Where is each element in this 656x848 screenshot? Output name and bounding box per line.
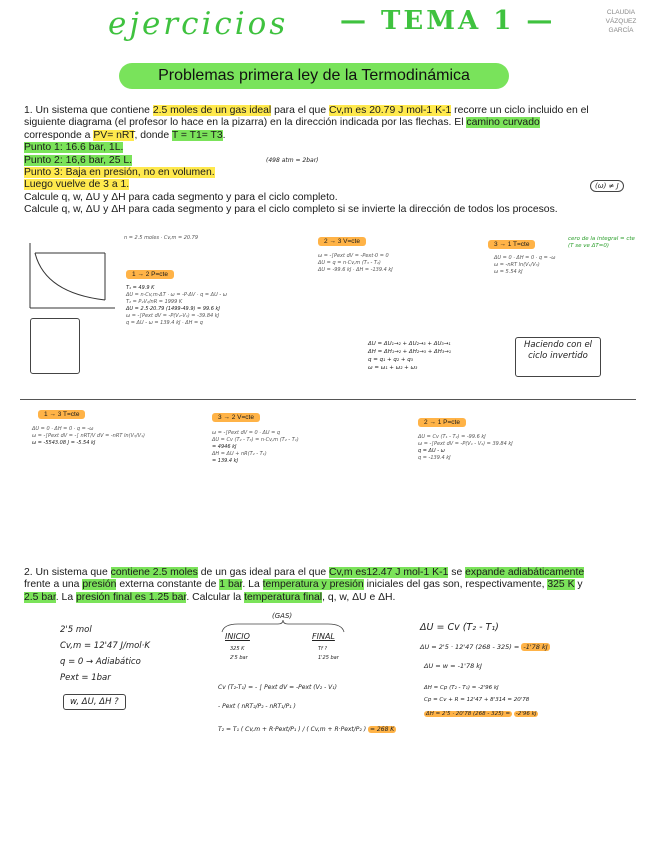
p1-point4 [24,179,634,191]
inicio-t: 325 K [230,646,245,652]
gas-brace-path [222,620,344,632]
p2-c1: 2.5 bar [24,591,56,603]
work-23: ω = -∫Pext dV = -Pext·0 = 0 ΔU = q = n·Cv,m (T₃ - T₂) ΔU = -99.6 kJ · ΔH = -139.4 kJ [318,253,393,273]
handwritten-topic: — TEMA 1 — [340,6,556,36]
du12-line: ΔU = 2.5·20.79 (1499-49.9) = 99.6 kJ [126,306,220,312]
given2 [60,622,150,686]
pv-diagram [10,238,120,318]
segment-31-note: cero de la integral = cte (T se ve ΔT=0) [568,236,635,249]
segment-31-label: 3 → 1 T=cte [488,240,535,249]
p2-b6: temperatura y presión [262,579,364,591]
given2-cv: Cv,m = 12'47 J/mol·K [60,641,150,651]
author-last2: GARCÍA [608,27,634,34]
p2-c3: presión final es 1.25 bar [76,591,187,603]
p1-p2: Punto 2: 16,6 bar, 25 L. [24,154,133,166]
p1-p1: Punto 1: 16.6 bar, 1L. [24,142,124,154]
p1-point1 [24,142,634,154]
p2-b5: . La [242,579,263,591]
du32-line: = 4946 kJ [212,444,237,450]
p2-b1: frente a una [24,579,83,591]
t1-line: T₁ = 49.9 K [126,285,155,291]
p1-l1a: 1. Un sistema que contiene [24,105,153,116]
cycle-dh: ΔH = ΔH₁→₂ + ΔH₂→₃ + ΔH₃→₁ [368,349,451,355]
gas-label: (GAS) [272,612,293,620]
p2-a1: 2. Un sistema que [24,567,111,578]
tf-derivation [218,678,418,739]
author-last1: VÁZQUEZ [605,18,637,25]
p1-l3e: . [222,129,226,141]
work-21: ΔU = Cv (T₁ - T₂) = -99.6 kJ ω = -∫Pext dV = -P(V₁ - V₂) = 39.84 kJ q = ΔU - ω q = -139.4 kJ [418,434,618,462]
p2-c5: temperatura final [244,591,323,603]
p2-b8: 325 K [547,579,575,591]
p2-a6: expande adiabáticamente [465,567,585,578]
p2-c4: . Calcular la [186,591,245,603]
p2-c2: . La [55,591,76,603]
given2-n: 2'5 mol [60,625,92,635]
p1-l3d: T = T1= T3 [171,129,223,141]
given-box [30,318,80,374]
work-31: ΔU = 0 · ΔH = 0 · q = -ω ω = -nRT ln(V₁/V₃) ω = 5.54 kJ [494,255,556,275]
p2-line3 [24,592,636,604]
p1-l2b: camino curvado [466,117,540,129]
dh-equation: ΔH = Cp (T₂ - T₁) = -2'96 kJ [424,685,499,691]
p1-p3: Punto 3: Baja en presión, no en volumen. [24,167,215,179]
p1-l1d: Cv,m es 20.79 J mol-1 K-1 [329,105,452,116]
tf-result: = 268 K [370,726,395,733]
given2-pext: Pext = 1bar [60,673,111,683]
inicio-label: INICIO [225,632,250,641]
work-12: T₁ = 49.9 K ΔU = n·Cv,m·ΔT · ω = -P·ΔV · q = ΔU - ω T₂ = P₂V₂/nR = 1999 K ΔU = 2.5·20.79 (1499-49.9) = 99.6 kJ ω = -∫Pext dV = -P(V₂-V₁) = -39.84 kJ q = ΔU - ω = 139.4 kJ · ΔH = q [126,285,301,327]
section-banner: Problemas primera ley de la Termodinámica [119,63,509,89]
final-label: FINAL [312,632,335,641]
p2-b4: 1 bar [219,579,243,591]
deriv-1: Cv (T₂-T₁) = - ∫ Pext dV = -Pext (V₂ - V₁) [218,684,337,691]
cycle-w: ω = ω₁ + ω₂ + ω₃ [368,365,418,371]
segment-13-label: 1 → 3 T=cte [38,410,85,419]
p1-line1 [24,105,634,117]
given2-q: q = 0 → Adiabático [60,657,141,667]
segment-23-label: 2 → 3 V=cte [318,237,366,246]
cp-equation: Cp = Cv + R = 12'47 + 8'314 = 20'78 [424,697,530,703]
author-first: CLAUDIA [606,9,636,16]
p1-l1c: para el que [271,105,330,116]
side-note: (498 atm = 2bar) [266,157,319,164]
p1-p4: Luego vuelve de 3 a 1. [24,179,130,191]
dh32-line: = 139.4 kJ [212,458,239,464]
du-value-row [420,643,550,651]
work-32: ω = -∫Pext dV = 0 · ΔU = q ΔU = Cv (T₂ - T₃) = n·Cv,m (T₂ - T₁) = 4946 kJ ΔH = ΔU + nR(T₂ - T₁) = 139.4 kJ [212,430,402,465]
p2-c6: , q, w, ΔU e ΔH. [322,591,396,603]
p2-b3: externa constante de [116,579,220,591]
p2-line1 [24,567,636,579]
w13-line: ω = -5543.08 J = -5.54 kJ [32,440,96,446]
segment-21-label: 2 → 1 P=cte [418,418,466,427]
given-values: n = 2.5 moles · Cv,m = 20.79 [124,235,199,241]
problem1-statement [24,105,634,217]
w-value: ΔU = w = -1'78 kJ [424,662,482,670]
pv-isotherm [35,253,105,300]
work-13: ΔU = 0 · ΔH = 0 · q = -ω ω = -∫Pext dV = -∫ nRT/V dV = -nRT ln(V₃/V₁) ω = -5543.08 J = -5.54 kJ [32,426,202,447]
segment-12-label: 1 → 2 P=cte [126,270,174,279]
deriv-2: - Pext ( nRT₂/P₂ - nRT₁/P₁ ) [218,703,296,710]
inicio-p: 2'5 bar [230,655,248,661]
p1-l2a: siguiente diagrama (el profesor lo hace en la pizarra) en la dirección indicada por las flechas. El [24,117,467,129]
cycle-q: q = q₁ + q₂ + q₃ [368,357,413,363]
du-value: ΔU = 2'5 · 12'47 (268 - 325) = [420,643,520,651]
p1-l1b: 2.5 moles de un gas ideal [152,105,272,116]
p2-a3: de un gas ideal para el que [197,567,330,578]
deriv-3: T₂ = T₁ ( Cv,m + R·Pext/P₁ ) / ( Cv,m + R·Pext/P₂ ) [218,726,367,733]
p1-point3 [24,167,634,179]
final-p: 1'25 bar [318,655,339,661]
problem2-statement [24,567,636,604]
dh-result: -2'96 kJ [515,711,537,717]
p1-line3 [24,130,634,142]
dh-value: ΔH = 2'5 · 20'78 (268 - 325) = [426,711,511,717]
inverted-cycle-box: Haciendo con el ciclo invertido [515,337,601,377]
p1-l3a: corresponde a [24,129,94,141]
p2-b2: presión [82,579,117,591]
p2-b9: y [574,579,583,591]
p1-l3b: PV= nRT [93,129,135,141]
du-result: -1'78 kJ [523,643,548,651]
p1-question1: Calcule q, w, ΔU y ΔH para cada segmento y para el ciclo completo. [24,191,338,203]
segment-32-label: 3 → 2 V=cte [212,413,260,422]
circle-note: (ω) ≠ J [590,180,624,192]
handwritten-title: ejercicios [108,6,289,42]
cycle-sums [368,340,503,372]
p2-b7: iniciales del gas son, respectivamente, [363,579,548,591]
p1-l3c: , donde [134,129,172,141]
cycle-du: ΔU = ΔU₁→₂ + ΔU₂→₃ + ΔU₃→₁ [368,341,451,347]
unknowns-box: w, ΔU, ΔH ? [63,694,126,710]
divider-line [20,399,636,400]
w21-line: q = ΔU - ω [418,448,445,454]
du-equation: ΔU = Cv (T₂ - T₁) [420,622,499,633]
p2-a5: se [448,567,466,578]
dh-value-row [424,711,538,717]
p1-line2 [24,117,634,129]
p2-line2 [24,579,636,591]
p2-a2: contiene 2.5 moles [110,567,198,578]
author-signature [598,8,644,35]
p2-a4: Cv,m es12.47 J mol-1 K-1 [329,567,449,578]
final-t: Tf ? [318,646,328,652]
p1-question2: Calcule q, w, ΔU y ΔH para cada segmento y para el ciclo completo si se invierte la dirección de todos los procesos. [24,204,558,216]
deriv-3-row [218,720,418,739]
p1-l1e: recorre un ciclo incluido en el [451,105,589,116]
p1-point2 [24,155,634,167]
